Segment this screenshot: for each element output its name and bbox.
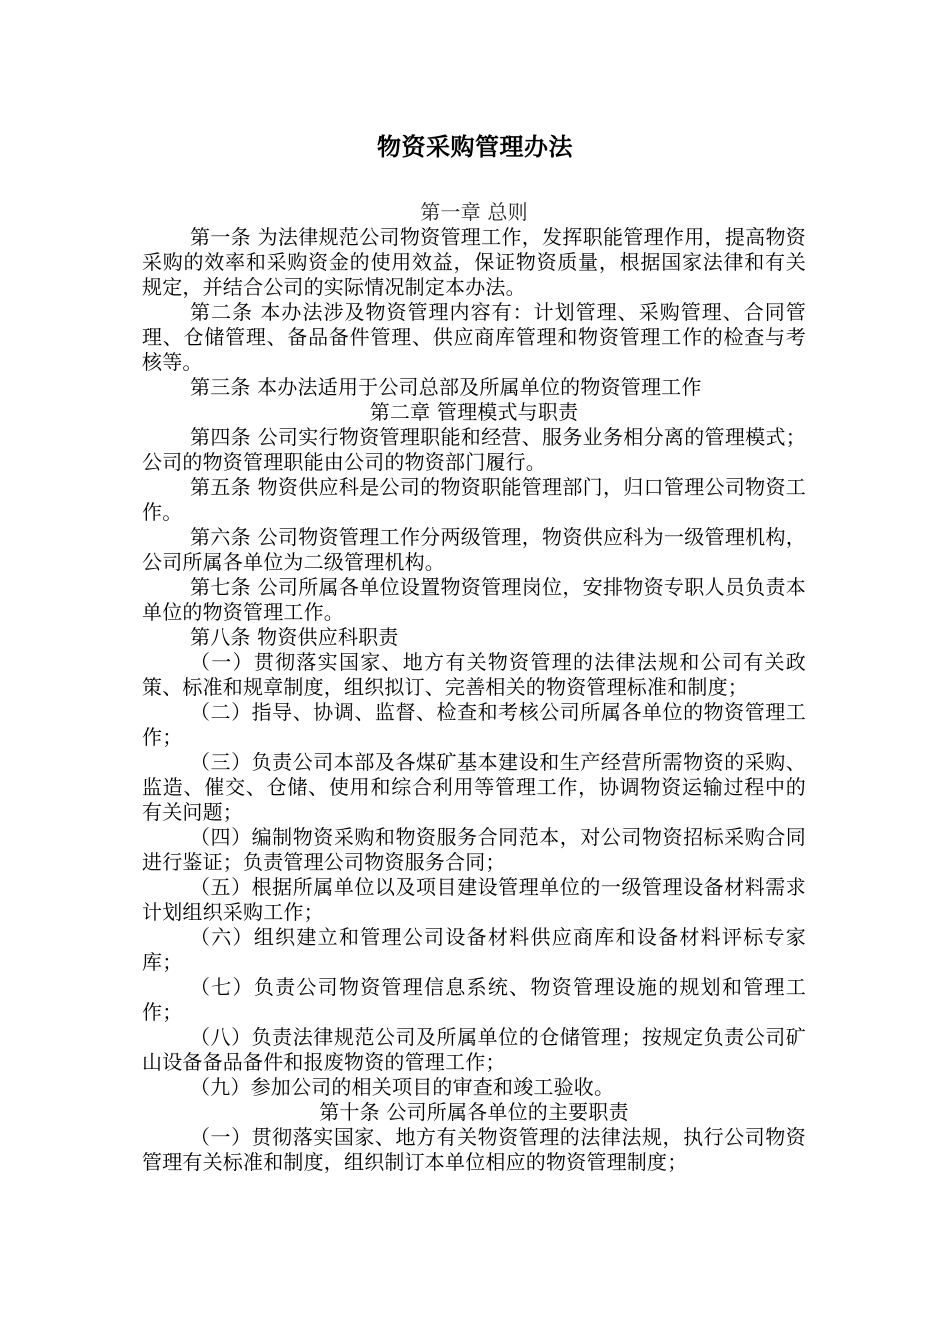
article-1: 第一条 为法律规范公司物资管理工作，发挥职能管理作用，提高物资采购的效率和采购资金的使用效益，保证物资质量，根据国家法律和有关规定，并结合公司的实际情况制定本办法。 bbox=[142, 225, 806, 299]
article-8: 第八条 物资供应科职责 bbox=[190, 625, 399, 649]
article-8-item: （五）根据所属单位以及项目建设管理单位的一级管理设备材料需求计划组织采购工作； bbox=[142, 875, 806, 924]
article-5: 第五条 物资供应科是公司的物资职能管理部门，归口管理公司物资工作。 bbox=[142, 475, 806, 524]
article-8-item: （九）参加公司的相关项目的审查和竣工验收。 bbox=[190, 1075, 615, 1099]
article-8-item: （六）组织建立和管理公司设备材料供应商库和设备材料评标专家库； bbox=[142, 925, 806, 974]
article-8-item: （四）编制物资采购和物资服务合同范本，对公司物资招标采购合同进行鉴证；负责管理公司物资服务合同； bbox=[142, 825, 806, 874]
chapter-heading-2: 第二章 管理模式与职责 bbox=[369, 400, 579, 424]
document-body bbox=[142, 196, 806, 1175]
document-title: 物资采购管理办法 bbox=[377, 133, 573, 161]
article-8-item: （八）负责法律规范公司及所属单位的仓储管理；按规定负责公司矿山设备备品备件和报废物资的管理工作； bbox=[142, 1025, 806, 1074]
article-3: 第三条 本办法适用于公司总部及所属单位的物资管理工作 bbox=[190, 375, 702, 399]
article-8-item: （二）指导、协调、监督、检查和考核公司所属各单位的物资管理工作； bbox=[142, 700, 806, 749]
article-10: 第十条 公司所属各单位的主要职责 bbox=[319, 1100, 629, 1124]
article-8-item: （七）负责公司物资管理信息系统、物资管理设施的规划和管理工作； bbox=[142, 975, 806, 1024]
article-8-item: （一）贯彻落实国家、地方有关物资管理的法律法规和公司有关政策、标准和规章制度，组织拟订、完善相关的物资管理标准和制度； bbox=[142, 650, 806, 699]
article-6: 第六条 公司物资管理工作分两级管理，物资供应科为一级管理机构，公司所属各单位为二级管理机构。 bbox=[142, 525, 806, 574]
article-2: 第二条 本办法涉及物资管理内容有：计划管理、采购管理、合同管理、仓储管理、备品备件管理、供应商库管理和物资管理工作的检查与考核等。 bbox=[142, 300, 806, 374]
chapter-heading-1: 第一章 总则 bbox=[420, 200, 528, 224]
article-7: 第七条 公司所属各单位设置物资管理岗位，安排物资专职人员负责本单位的物资管理工作。 bbox=[142, 575, 806, 624]
article-4: 第四条 公司实行物资管理职能和经营、服务业务相分离的管理模式；公司的物资管理职能由公司的物资部门履行。 bbox=[142, 425, 806, 474]
article-8-item: （三）负责公司本部及各煤矿基本建设和生产经营所需物资的采购、监造、催交、仓储、使用和综合利用等管理工作，协调物资运输过程中的有关问题； bbox=[142, 750, 806, 824]
article-10-item: （一）贯彻落实国家、地方有关物资管理的法律法规，执行公司物资管理有关标准和制度，组织制订本单位相应的物资管理制度； bbox=[142, 1125, 806, 1174]
